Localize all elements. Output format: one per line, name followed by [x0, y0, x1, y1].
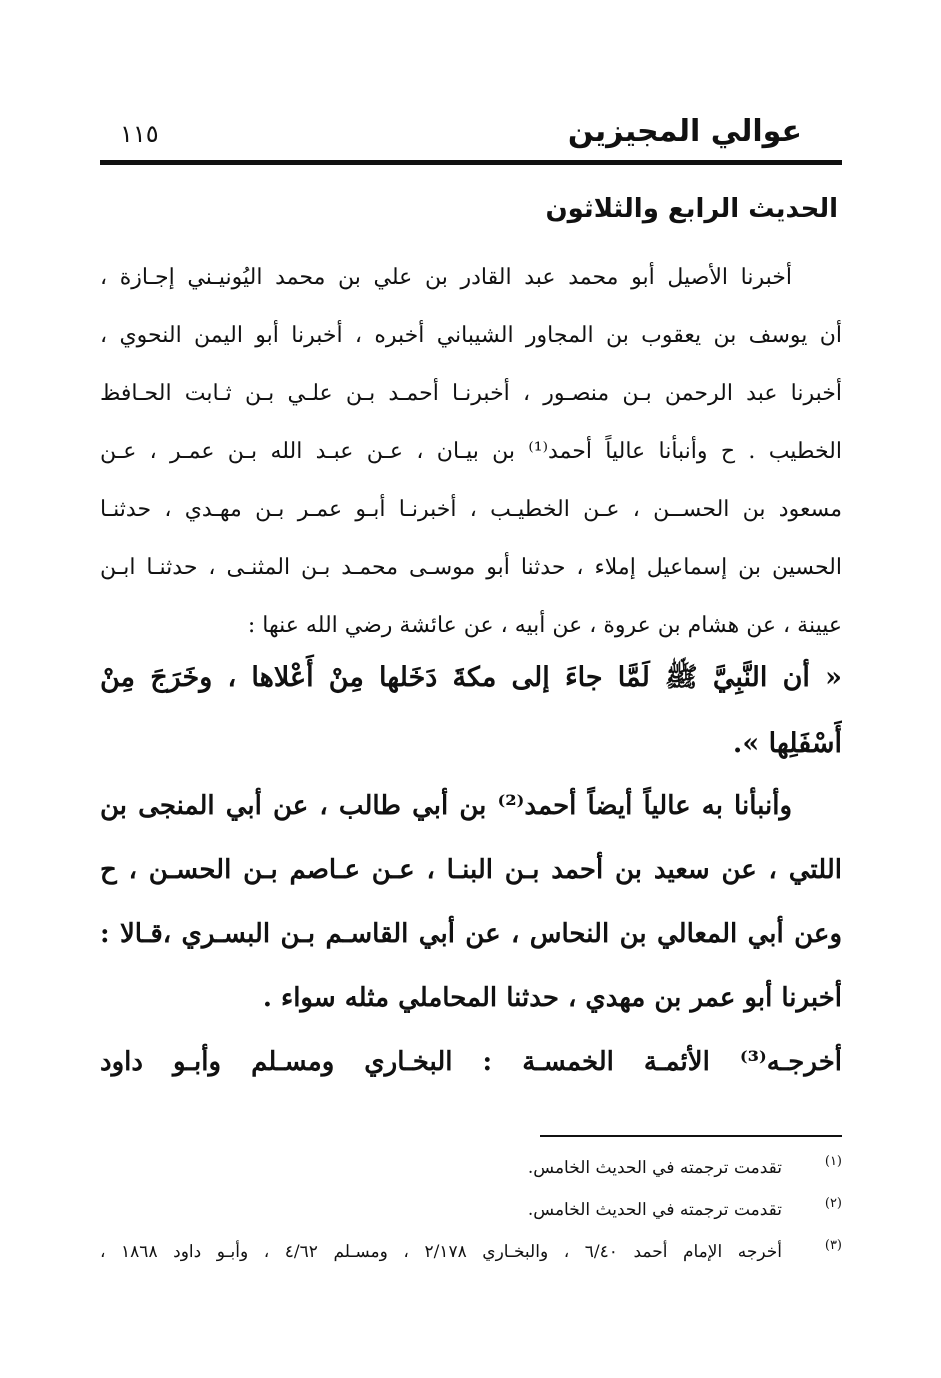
text-line: أخبرنا الأصيل أبو محمد عبد القادر بن علي بن محمد اليُونيـني إجـازة ، [100, 265, 792, 290]
hadith-line: أَسْفَلِها ». [732, 728, 842, 759]
page-number: ١١٥ [120, 120, 159, 148]
text-line: الخطيب . ح وأنبأنا عالياً أحمد⁽¹⁾ بن بيـان ، عـن عبـد الله بـن عمـر ، عـن [100, 439, 842, 464]
text-line: مسعود بن الحســن ، عـن الخطيـب ، أخبرنـا أبـو عمـر بـن مهـدي ، حدثنـا [100, 497, 842, 522]
text-line: أن يوسف بن يعقوب بن المجاور الشيباني أخبره ، أخبرنا أبو اليمن النحوي ، [100, 323, 842, 348]
header-divider [100, 160, 842, 165]
footnote-item [100, 1234, 842, 1276]
text-line: أخبرنا عبد الرحمن بـن منصـور ، أخبرنـا أحمـد بـن علـي بـن ثـابت الحـافظ [100, 381, 842, 406]
hadith-matn [100, 648, 842, 780]
footnote-number: (٢) [824, 1196, 842, 1211]
running-header [100, 108, 842, 158]
footnote-number: (٣) [824, 1238, 842, 1253]
text-line: عيينة ، عن هشام بن عروة ، عن أبيه ، عن عائشة رضي الله عنها : [247, 613, 842, 638]
section-title: الحديث الرابع والثلاثون [545, 194, 838, 224]
bold-text-line: أخرجـه⁽³⁾ الأئمـة الخمسـة : البخـاري ومسـلم وأبـو داود [100, 1047, 842, 1077]
bold-text-line: وعن أبي المعالي بن النحاس ، عن أبي القاسـم بـن البسـري ،قـالا : [100, 919, 842, 949]
footnote-text: تقدمت ترجمته في الحديث الخامس. [527, 1200, 782, 1220]
bold-text-line: اللتي ، عن سعيد بن أحمد بـن البنـا ، عـن عـاصم بـن الحسـن ، ح [100, 855, 842, 885]
book-title: عوالي المجيزين [567, 114, 802, 149]
footnotes [100, 1150, 842, 1276]
isnad-paragraph [100, 253, 842, 659]
footnote-text: أخرجه الإمام أحمد ٦/٤٠ ، والبخـاري ٢/١٧٨ ، ومسـلم ٤/٦٢ ، وأبـو داود ١٨٦٨ ، [100, 1242, 782, 1262]
footnote-divider [540, 1135, 842, 1137]
bold-text-line: وأنبأنا به عالياً أيضاً أحمد⁽²⁾ بن أبي طالب ، عن أبي المنجى بن [100, 791, 792, 821]
footnote-item [100, 1192, 842, 1234]
footnote-item [100, 1150, 842, 1192]
footnote-number: (١) [824, 1154, 842, 1169]
second-isnad-paragraph [100, 776, 842, 1096]
bold-text-line: أخبرنا أبو عمر بن مهدي ، حدثنا المحاملي مثله سواء . [262, 983, 842, 1013]
text-line: الحسين بن إسماعيل إملاء ، حدثنا أبو موسـى محمـد بـن المثنـى ، حدثنـا ابـن [100, 555, 842, 580]
footnote-text: تقدمت ترجمته في الحديث الخامس. [527, 1158, 782, 1178]
hadith-line: « أن النَّبِيَّ ﷺ لَمَّا جاءَ إلى مكةَ دَخَلها مِنْ أَعْلاها ، وخَرَجَ مِنْ [100, 662, 842, 693]
